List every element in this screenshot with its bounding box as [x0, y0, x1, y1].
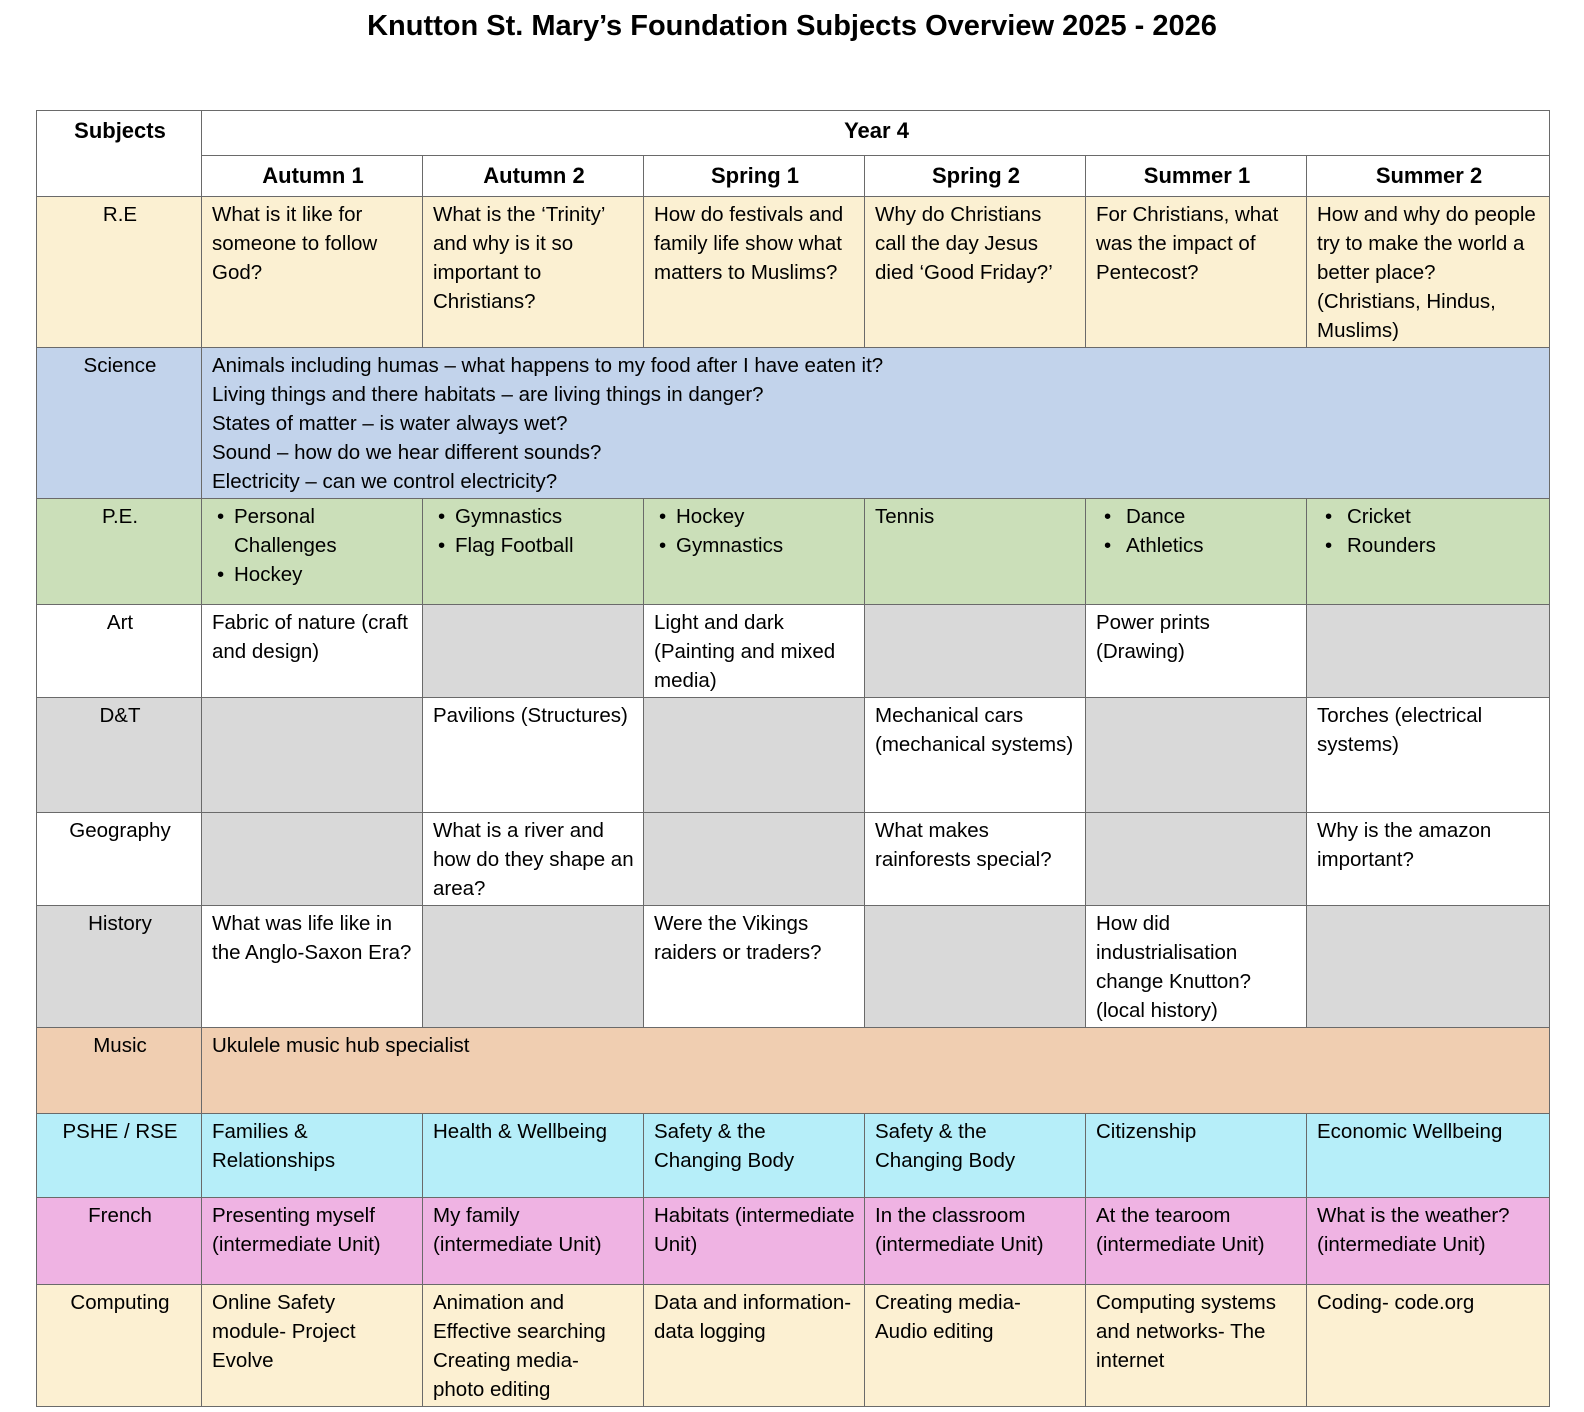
table-cell: Why is the amazon important? [1307, 813, 1550, 906]
row-science [37, 348, 1550, 499]
row-french [37, 1198, 1550, 1285]
row-music [37, 1028, 1550, 1114]
table-cell: For Christians, what was the impact of Pentecost? [1086, 197, 1307, 348]
table-cell [1307, 499, 1550, 605]
term-header: Summer 2 [1307, 156, 1550, 197]
table-cell [1086, 698, 1307, 813]
table-cell: My family (intermediate Unit) [423, 1198, 644, 1285]
table-cell: How did industrialisation change Knutton? (local history) [1086, 906, 1307, 1028]
table-cell: Economic Wellbeing [1307, 1114, 1550, 1198]
subject-label: History [37, 906, 202, 1028]
science-line: Animals including humas – what happens to my food after I have eaten it? [212, 354, 884, 377]
table-cell: Coding- code.org [1307, 1285, 1550, 1407]
table-cell: Data and information- data logging [644, 1285, 865, 1407]
table-cell: Fabric of nature (craft and design) [202, 605, 423, 698]
table-cell: Online Safety module- Project Evolve [202, 1285, 423, 1407]
table-cell: Mechanical cars (mechanical systems) [865, 698, 1086, 813]
table-cell [644, 698, 865, 813]
subject-label: Music [37, 1028, 202, 1114]
subject-label: P.E. [37, 499, 202, 605]
list-item: • Cricket [1347, 502, 1541, 531]
term-header: Autumn 1 [202, 156, 423, 197]
subject-label: R.E [37, 197, 202, 348]
subject-label: Art [37, 605, 202, 698]
subject-label: Geography [37, 813, 202, 906]
cell-line: Effective searching [433, 1320, 606, 1343]
row-pshe [37, 1114, 1550, 1198]
table-cell [423, 499, 644, 605]
list-item: • Gymnastics [455, 502, 635, 531]
table-cell: What is a river and how do they shape an area? [423, 813, 644, 906]
table-cell: Health & Wellbeing [423, 1114, 644, 1198]
subject-label: PSHE / RSE [37, 1114, 202, 1198]
table-cell: Tennis [865, 499, 1086, 605]
list-item: • Personal Challenges [234, 502, 414, 560]
science-line: Sound – how do we hear different sounds? [212, 441, 602, 464]
table-cell: In the classroom (intermediate Unit) [865, 1198, 1086, 1285]
table-cell: Families & Relationships [202, 1114, 423, 1198]
table-cell: Were the Vikings raiders or traders? [644, 906, 865, 1028]
row-computing [37, 1285, 1550, 1407]
table-cell [865, 906, 1086, 1028]
header-row-terms [37, 156, 1550, 197]
term-header: Spring 1 [644, 156, 865, 197]
table-cell: Power prints (Drawing) [1086, 605, 1307, 698]
list-item: • Flag Football [455, 531, 635, 560]
term-header: Summer 1 [1086, 156, 1307, 197]
row-dt [37, 698, 1550, 813]
subjects-overview-table [36, 110, 1550, 1407]
term-header: Autumn 2 [423, 156, 644, 197]
list-item: • Dance [1126, 502, 1298, 531]
table-cell: Torches (electrical systems) [1307, 698, 1550, 813]
list-item: • Hockey [676, 502, 856, 531]
term-header: Spring 2 [865, 156, 1086, 197]
table-cell: Light and dark (Painting and mixed media) [644, 605, 865, 698]
subjects-header: Subjects [37, 111, 202, 197]
table-cell: Habitats (intermediate Unit) [644, 1198, 865, 1285]
table-cell: What is it like for someone to follow God? [202, 197, 423, 348]
table-cell: What was life like in the Anglo-Saxon Era? [202, 906, 423, 1028]
cell-line: Creating media- photo editing [433, 1349, 579, 1401]
table-cell: How do festivals and family life show what matters to Muslims? [644, 197, 865, 348]
table-cell: Why do Christians call the day Jesus died ‘Good Friday?’ [865, 197, 1086, 348]
row-history [37, 906, 1550, 1028]
subject-label: D&T [37, 698, 202, 813]
table-cell [202, 698, 423, 813]
table-cell [644, 499, 865, 605]
table-cell [423, 1285, 644, 1407]
year-header: Year 4 [202, 111, 1550, 156]
table-cell [644, 813, 865, 906]
table-cell [423, 605, 644, 698]
list-item: • Gymnastics [676, 531, 856, 560]
table-cell: What makes rainforests special? [865, 813, 1086, 906]
table-cell [1307, 605, 1550, 698]
table-cell: What is the weather? (intermediate Unit) [1307, 1198, 1550, 1285]
table-cell [423, 906, 644, 1028]
table-cell: Safety & the Changing Body [865, 1114, 1086, 1198]
science-line: Electricity – can we control electricity? [212, 470, 558, 493]
list-item: • Athletics [1126, 531, 1298, 560]
cell-line: Animation and [433, 1291, 565, 1314]
table-cell: Safety & the Changing Body [644, 1114, 865, 1198]
list-item: • Rounders [1347, 531, 1541, 560]
subject-label: Science [37, 348, 202, 499]
table-cell: Computing systems and networks- The internet [1086, 1285, 1307, 1407]
science-line: Living things and there habitats – are living things in danger? [212, 383, 764, 406]
row-re [37, 197, 1550, 348]
table-cell [1086, 499, 1307, 605]
subject-label: Computing [37, 1285, 202, 1407]
table-cell: At the tearoom (intermediate Unit) [1086, 1198, 1307, 1285]
page-title: Knutton St. Mary’s Foundation Subjects Overview 2025 - 2026 [367, 10, 1217, 42]
row-geography [37, 813, 1550, 906]
table-cell [1086, 813, 1307, 906]
table-cell [202, 813, 423, 906]
table-cell: What is the ‘Trinity’ and why is it so important to Christians? [423, 197, 644, 348]
table-cell [202, 499, 423, 605]
science-cell [202, 348, 1550, 499]
row-art [37, 605, 1550, 698]
science-line: States of matter – is water always wet? [212, 412, 568, 435]
subject-label: French [37, 1198, 202, 1285]
table-cell: How and why do people try to make the world a better place? (Christians, Hindus, Muslims) [1307, 197, 1550, 348]
table-cell [1307, 906, 1550, 1028]
row-pe [37, 499, 1550, 605]
table-cell: Creating media- Audio editing [865, 1285, 1086, 1407]
table-cell: Citizenship [1086, 1114, 1307, 1198]
table-cell: Pavilions (Structures) [423, 698, 644, 813]
table-cell [865, 605, 1086, 698]
list-item: • Hockey [234, 560, 414, 589]
header-row-year [37, 111, 1550, 156]
music-cell: Ukulele music hub specialist [202, 1028, 1550, 1114]
table-cell: Presenting myself (intermediate Unit) [202, 1198, 423, 1285]
